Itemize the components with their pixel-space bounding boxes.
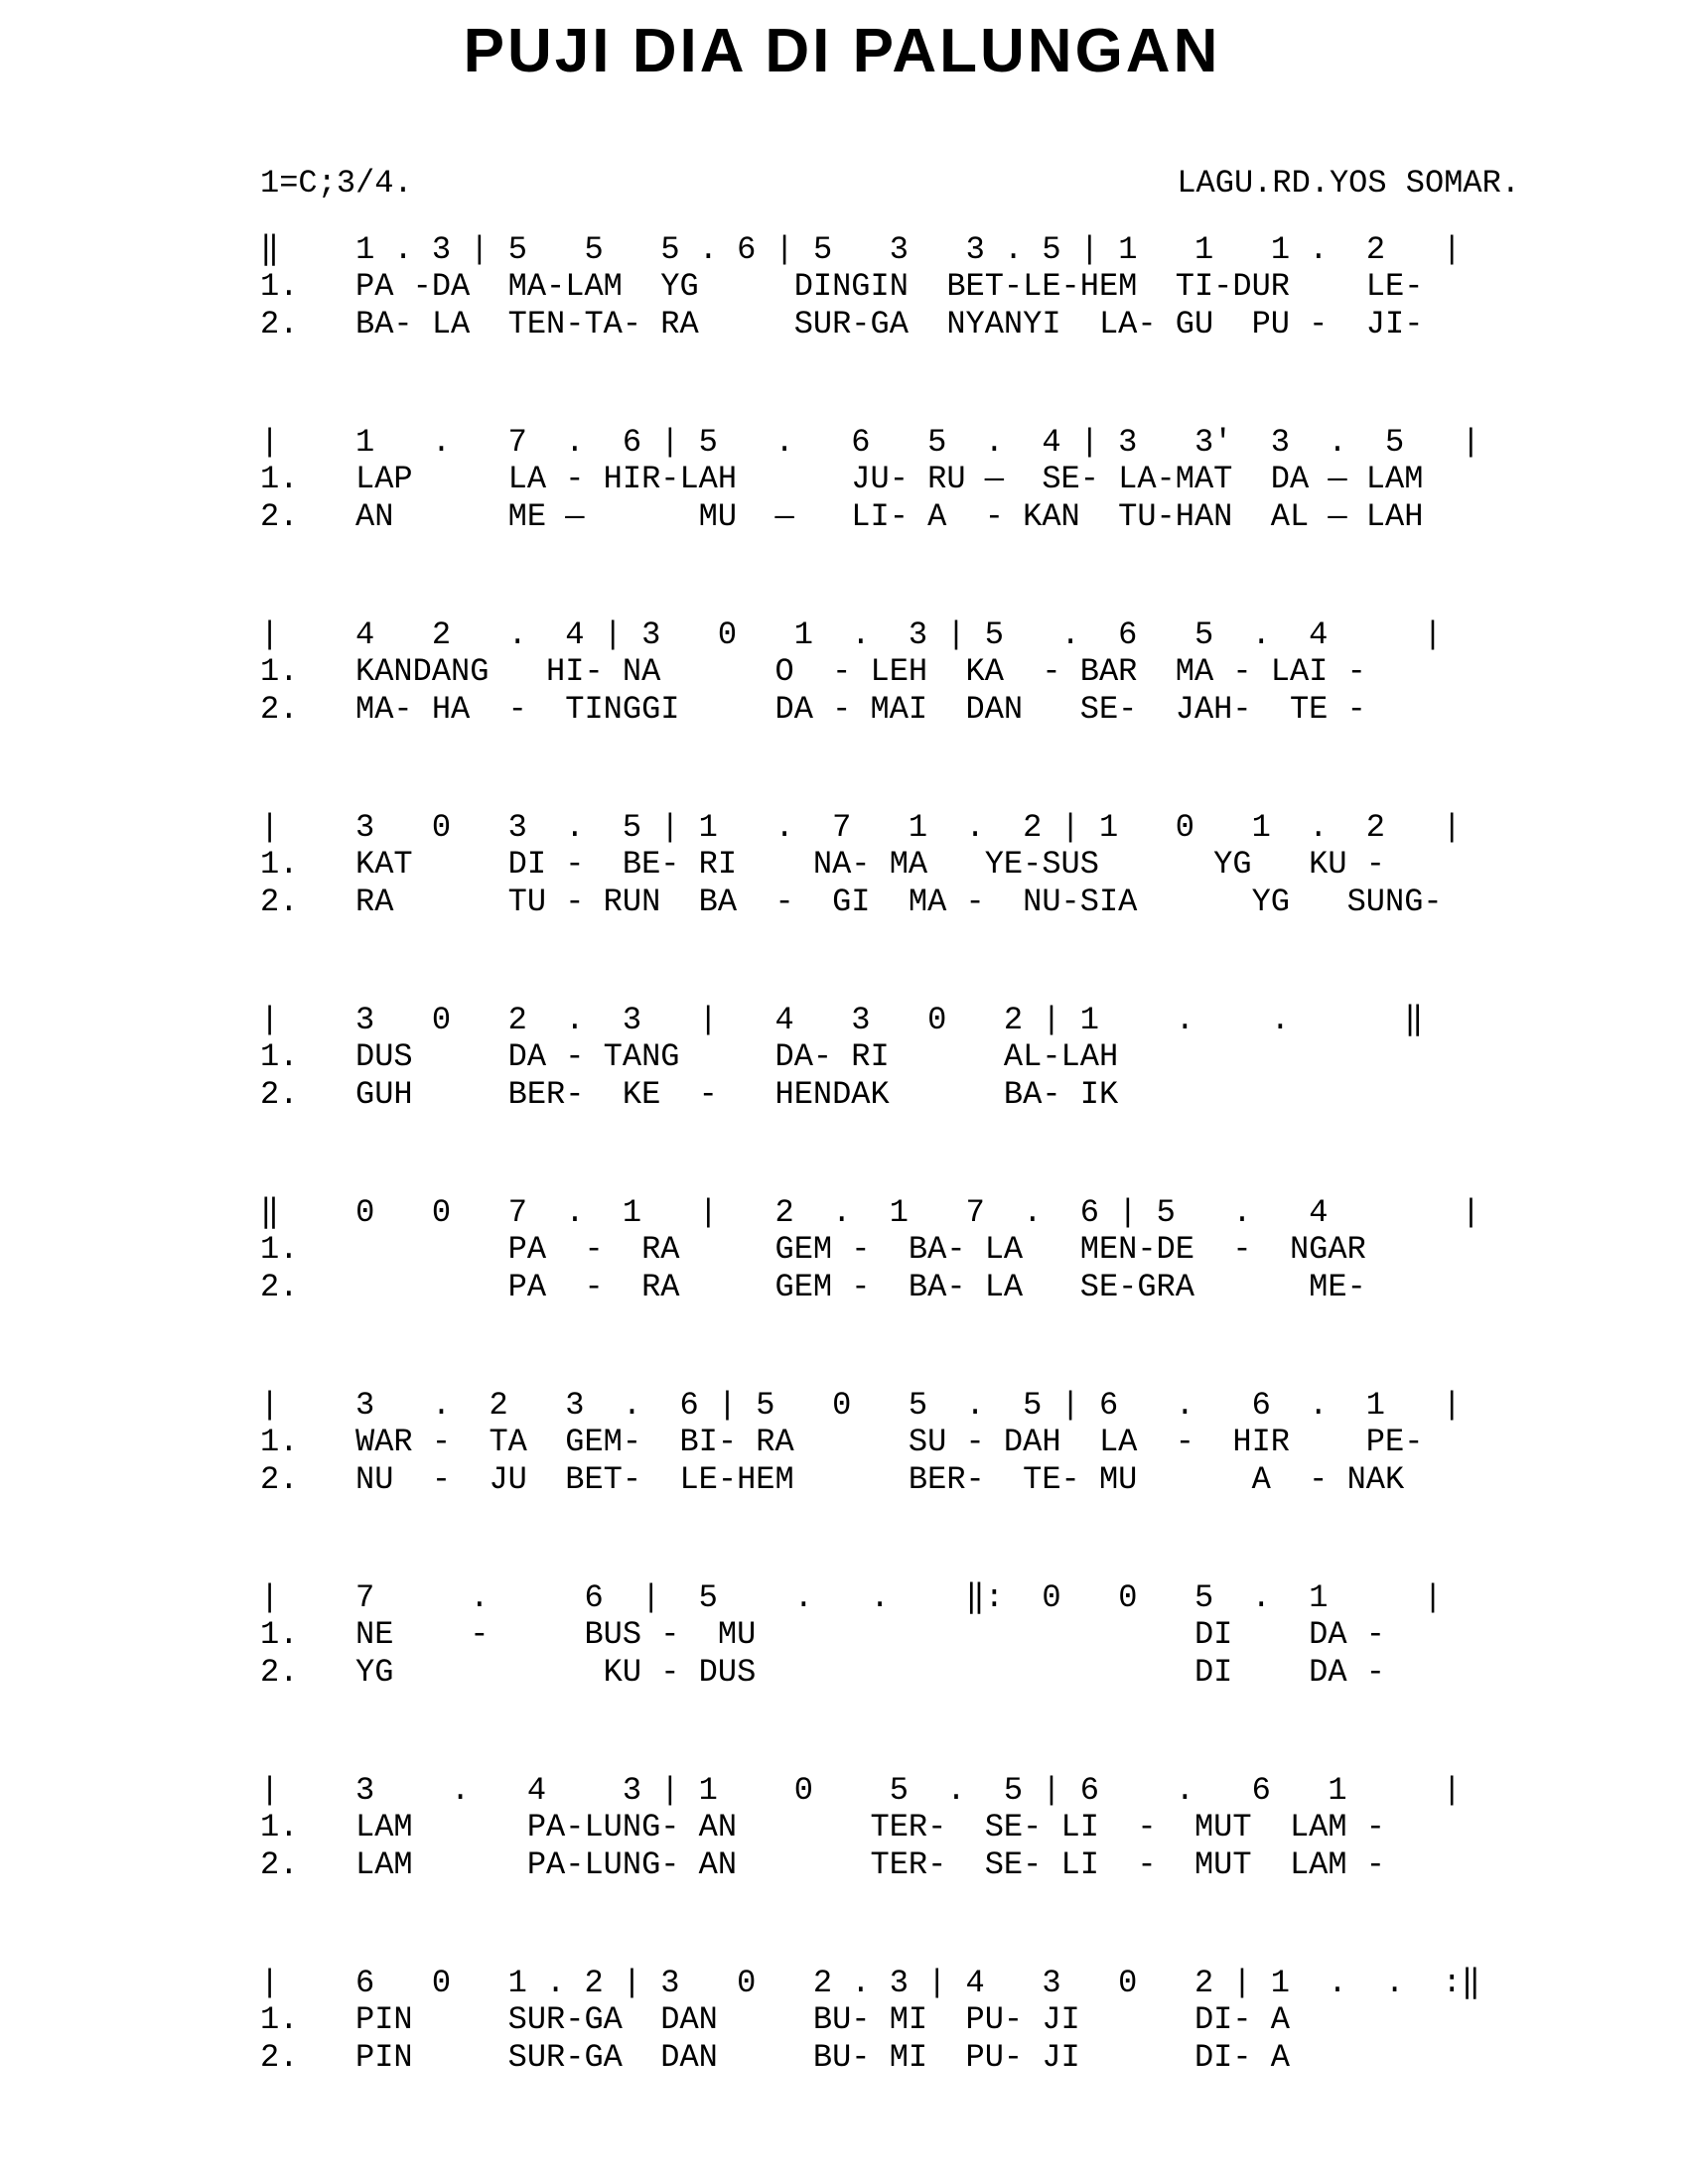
notation-line: | 3 0 2 . 3 | 4 3 0 2 | 1 . . ‖ bbox=[260, 1002, 1424, 1038]
notation-line: | 3 0 3 . 5 | 1 . 7 1 . 2 | 1 0 1 . 2 | bbox=[260, 809, 1462, 846]
score-system bbox=[0, 407, 1684, 546]
score-system bbox=[0, 1948, 1684, 2087]
notation-line: | 7 . 6 | 5 . . ‖: 0 0 5 . 1 | bbox=[260, 1579, 1443, 1616]
key-signature: 1=C;3/4. bbox=[260, 165, 413, 202]
lyric-line-verse-2: 2. PIN SUR-GA DAN BU- MI PU- JI DI- A bbox=[260, 2039, 1290, 2076]
lyric-line-verse-1: 1. NE - BUS - MU DI DA - bbox=[260, 1616, 1385, 1653]
score-system bbox=[0, 1755, 1684, 1894]
lyric-line-verse-2: 2. NU - JU BET- LE-HEM BER- TE- MU A - NAK bbox=[260, 1461, 1405, 1498]
notation-line: | 4 2 . 4 | 3 0 1 . 3 | 5 . 6 5 . 4 | bbox=[260, 616, 1443, 653]
notation-line: ‖ 1 . 3 | 5 5 5 . 6 | 5 3 3 . 5 | 1 1 1 . 2 | bbox=[260, 231, 1462, 268]
lyric-line-verse-1: 1. KAT DI - BE- RI NA- MA YE-SUS YG KU - bbox=[260, 846, 1385, 883]
lyric-line-verse-1: 1. LAP LA - HIR-LAH JU- RU — SE- LA-MAT DA — LAM bbox=[260, 461, 1424, 497]
lyric-line-verse-1: 1. PIN SUR-GA DAN BU- MI PU- JI DI- A bbox=[260, 2001, 1290, 2038]
lyric-line-verse-2: 2. GUH BER- KE - HENDAK BA- IK bbox=[260, 1076, 1119, 1113]
lyric-line-verse-2: 2. BA- LA TEN-TA- RA SUR-GA NYANYI LA- GU PU - JI- bbox=[260, 306, 1424, 342]
notation-line: ‖ 0 0 7 . 1 | 2 . 1 7 . 6 | 5 . 4 | bbox=[260, 1194, 1481, 1231]
notation-line: | 3 . 2 3 . 6 | 5 0 5 . 5 | 6 . 6 . 1 | bbox=[260, 1387, 1462, 1424]
notation-line: | 6 0 1 . 2 | 3 0 2 . 3 | 4 3 0 2 | 1 . . :‖ bbox=[260, 1965, 1481, 2001]
lyric-line-verse-1: 1. LAM PA-LUNG- AN TER- SE- LI - MUT LAM - bbox=[260, 1809, 1385, 1845]
lyric-line-verse-1: 1. DUS DA - TANG DA- RI AL-LAH bbox=[260, 1038, 1119, 1075]
composer-credit: LAGU.RD.YOS SOMAR. bbox=[1177, 165, 1520, 202]
page-title: PUJI DIA DI PALUNGAN bbox=[463, 17, 1221, 85]
score-system bbox=[0, 1177, 1684, 1316]
notation-line: | 1 . 7 . 6 | 5 . 6 5 . 4 | 3 3' 3 . 5 | bbox=[260, 424, 1480, 461]
lyric-line-verse-2: 2. PA - RA GEM - BA- LA SE-GRA ME- bbox=[260, 1269, 1366, 1305]
notation-line: | 3 . 4 3 | 1 0 5 . 5 | 6 . 6 1 | bbox=[260, 1772, 1462, 1809]
lyric-line-verse-1: 1. PA - RA GEM - BA- LA MEN-DE - NGAR bbox=[260, 1231, 1366, 1268]
score-system bbox=[0, 792, 1684, 931]
score-system bbox=[0, 600, 1684, 739]
lyric-line-verse-1: 1. PA -DA MA-LAM YG DINGIN BET-LE-HEM TI-DUR LE- bbox=[260, 268, 1424, 305]
lyric-line-verse-1: 1. WAR - TA GEM- BI- RA SU - DAH LA - HIR PE- bbox=[260, 1424, 1424, 1460]
score-system bbox=[0, 985, 1684, 1124]
lyric-line-verse-2: 2. AN ME — MU — LI- A - KAN TU-HAN AL — LAH bbox=[260, 498, 1424, 535]
score-system bbox=[0, 1563, 1684, 1702]
lyric-line-verse-1: 1. KANDANG HI- NA O - LEH KA - BAR MA - LAI - bbox=[260, 653, 1366, 690]
score-system bbox=[0, 1370, 1684, 1509]
lyric-line-verse-2: 2. MA- HA - TINGGI DA - MAI DAN SE- JAH- TE - bbox=[260, 691, 1366, 728]
lyric-line-verse-2: 2. LAM PA-LUNG- AN TER- SE- LI - MUT LAM - bbox=[260, 1846, 1385, 1883]
lyric-line-verse-2: 2. YG KU - DUS DI DA - bbox=[260, 1654, 1385, 1691]
lyric-line-verse-2: 2. RA TU - RUN BA - GI MA - NU-SIA YG SUNG- bbox=[260, 884, 1443, 920]
score-system bbox=[0, 214, 1684, 353]
